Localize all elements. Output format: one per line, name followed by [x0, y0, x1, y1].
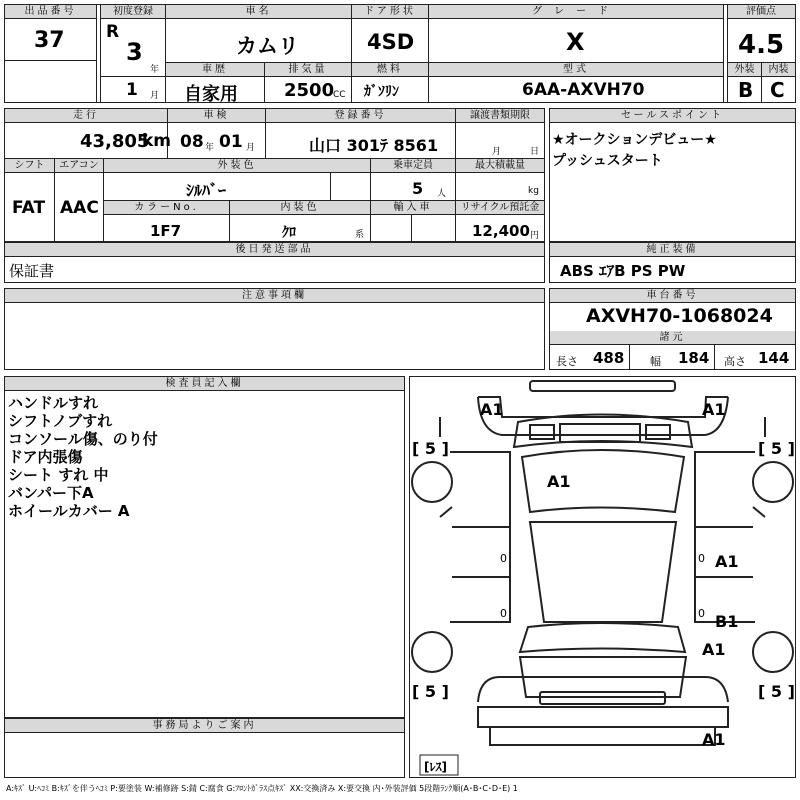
door-value: 4SD — [367, 30, 415, 54]
height-value: 144 — [758, 349, 790, 367]
tire-tread-rear-right: [ 5 ] — [758, 682, 795, 701]
damage-mark-windshield: A1 — [547, 472, 571, 491]
zero-mark: 0 — [698, 607, 705, 620]
lot-no-header: 出品番号 — [5, 5, 96, 19]
transfer-day: 日 — [530, 147, 540, 157]
door-header: ドア形状 — [352, 5, 428, 19]
sales-point-2: プッシュスタート — [552, 153, 663, 169]
zero-mark: 0 — [500, 607, 507, 620]
inspector-note: バンパー下A — [8, 484, 94, 502]
legend-text: A:ｷｽﾞ U:ﾍｺﾐ B:ｷｽﾞを伴うﾍｺﾐ P:要塗装 W:補修跡 S:錆 C:腐食 G:ﾌﾛﾝﾄｶﾞﾗｽ点ｷｽﾞ XX:交換済み X:要交換 内･外装評価 5段階ﾗﾝｸ順(A･B･C･D･E) 1 — [6, 784, 518, 793]
damage-mark-rear-wheel: A1 — [702, 640, 726, 659]
recycle-unit: 円 — [530, 231, 540, 241]
reg-no-header: 登録番号 — [266, 109, 455, 123]
load-unit: kg — [528, 186, 539, 196]
max-load-header: 最大積載量 — [456, 159, 544, 173]
zero-mark: 0 — [698, 552, 705, 565]
grade-value: X — [566, 28, 585, 56]
mileage-value: 43,805 — [80, 131, 150, 152]
inspector-note: ハンドルすれ — [8, 394, 99, 412]
genuine-value: ABS ｴｱB PS PW — [560, 262, 686, 280]
office-header: 事務局よりご案内 — [5, 719, 404, 733]
damage-mark-front-left: A1 — [480, 400, 504, 419]
recycle-header: リサイクル預託金 — [456, 201, 544, 215]
capacity-header: 乗車定員 — [371, 159, 455, 173]
damage-mark-rear-bumper: A1 — [702, 730, 726, 749]
inspector-note: ホイールカバー A — [8, 502, 130, 520]
car-name-value: カムリ — [236, 34, 299, 58]
capacity-value: 5 — [412, 179, 424, 198]
history-header: 車歴 — [166, 63, 264, 77]
tire-tread-rear-left: [ 5 ] — [412, 682, 449, 701]
spare-tire: [ﾚｽ] — [424, 760, 447, 774]
fuel-header: 燃料 — [352, 63, 428, 77]
lot-no-value: 37 — [34, 28, 65, 53]
score-value: 4.5 — [738, 30, 785, 60]
damage-mark-front-right: A1 — [702, 400, 726, 419]
exterior-header: 外装 — [728, 63, 761, 77]
shift-header: シフト — [5, 159, 54, 173]
displacement-header: 排気量 — [265, 63, 351, 77]
sales-point-header: セールスポイント — [550, 109, 795, 123]
ext-color-header: 外装色 — [104, 159, 370, 173]
int-color-header: 内装色 — [230, 201, 370, 215]
capacity-unit: 人 — [437, 189, 447, 199]
inspector-header: 検査員記入欄 — [5, 377, 404, 391]
aircon-value: AAC — [60, 198, 99, 218]
insp-year-unit: 年 — [205, 143, 215, 153]
displacement-value: 2500 — [284, 80, 335, 101]
insp-year-value: 08 — [180, 132, 204, 152]
height-label: 高さ — [724, 355, 746, 368]
tire-tread-front-right: [ 5 ] — [758, 439, 795, 458]
import-header: 輸入車 — [371, 201, 455, 215]
score-header: 評価点 — [727, 5, 795, 19]
inspector-note: コンソール傷、のり付 — [8, 430, 158, 448]
interior-header: 内装 — [762, 63, 795, 77]
width-label: 幅 — [650, 355, 661, 368]
int-color-value: ｸﾛ — [282, 225, 296, 241]
cc-unit: CC — [333, 90, 346, 100]
genuine-header: 純正装備 — [550, 243, 795, 257]
interior-value: C — [770, 78, 785, 102]
transfer-header: 譲渡書類期限 — [456, 109, 544, 123]
later-parts-value: 保証書 — [9, 262, 55, 280]
specs-header: 諸元 — [550, 331, 795, 345]
tire-tread-front-left: [ 5 ] — [412, 439, 449, 458]
transfer-month: 月 — [492, 147, 502, 157]
model-header: 型式 — [429, 63, 723, 77]
year-value: 3 — [126, 38, 143, 66]
length-value: 488 — [593, 349, 625, 367]
chassis-value: AXVH70-1068024 — [586, 305, 773, 327]
shift-value: FAT — [12, 198, 46, 218]
inspector-note: ドア内張傷 — [8, 448, 83, 466]
reg-no-value: 山口 301ﾃ 8561 — [309, 136, 439, 155]
month-unit: 月 — [150, 91, 160, 101]
int-color-suffix: 系 — [355, 230, 365, 240]
history-value: 自家用 — [184, 84, 238, 105]
first-reg-header: 初度登録 — [101, 5, 165, 19]
insp-month-unit: 月 — [246, 143, 256, 153]
model-value: 6AA-AXVH70 — [522, 80, 645, 100]
fuel-value: ｶﾞｿﾘﾝ — [364, 84, 399, 100]
month-value: 1 — [126, 80, 138, 100]
aircon-header: エアコン — [55, 159, 103, 173]
color-no-value: 1F7 — [150, 222, 182, 240]
inspector-note: シート すれ 中 — [8, 466, 109, 484]
recycle-value: 12,400 — [472, 222, 530, 240]
chassis-header: 車台番号 — [550, 289, 795, 303]
damage-mark-right-rear: B1 — [715, 612, 739, 631]
notes-header: 注意事項欄 — [5, 289, 544, 303]
era-value: R — [106, 22, 120, 42]
sales-point-1: ★オークションデビュー★ — [552, 132, 717, 148]
width-value: 184 — [678, 349, 710, 367]
zero-mark: 0 — [500, 552, 507, 565]
damage-mark-right-door: A1 — [715, 552, 739, 571]
mileage-unit: km — [142, 131, 172, 151]
year-unit: 年 — [150, 65, 160, 75]
grade-header: グレード — [429, 5, 723, 19]
inspection-header: 車検 — [168, 109, 265, 123]
ext-color-value: ｼﾙﾊﾞｰ — [186, 181, 227, 200]
exterior-value: B — [738, 78, 754, 102]
inspector-note: シフトノブすれ — [8, 412, 113, 430]
inspector-notes-list — [8, 394, 158, 520]
later-parts-header: 後日発送部品 — [5, 243, 544, 257]
mileage-header: 走行 — [5, 109, 167, 123]
sales-point-box — [549, 108, 796, 242]
car-diagram — [410, 377, 795, 777]
car-name-header: 車名 — [166, 5, 351, 19]
details-section — [4, 108, 545, 242]
length-label: 長さ — [556, 355, 578, 368]
insp-month-value: 01 — [219, 132, 243, 152]
color-no-header: カラーNo. — [104, 201, 229, 215]
